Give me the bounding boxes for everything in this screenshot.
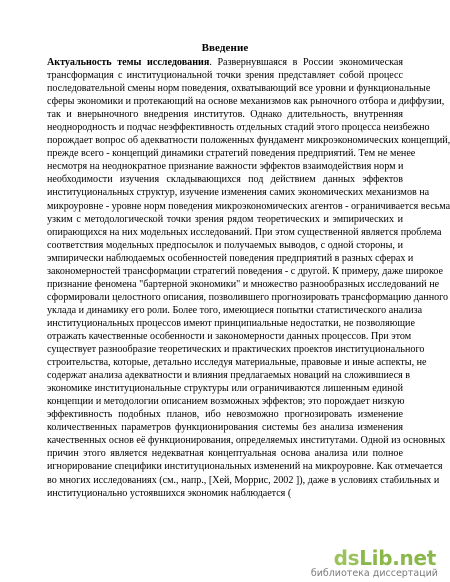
paragraph-line: концепции и методологии описанием возможных эффектов; это порождает низкую [47,396,405,408]
paragraph-line: игнорирование специфики институциональных изменений на микроуровне. Как отмечается [47,461,443,473]
paragraph-line: признание феномена "бартерной экономики" и множество разнообразных исследований не [47,278,440,290]
paragraph-line: количественных параметров функционирования системы без анализа изменения [47,422,403,434]
paragraph-line [47,56,403,69]
paragraph-line: институциональных структур, изучение изменения самих экономических механизмов на [47,187,430,199]
paragraph-line: микроуровне - уровне норм поведения микроэкономических агентов - ограничивается весьма [47,200,450,212]
paragraph-line: неоднородность и подчас неэффективность отдельных стадий этого процесса неизбежно [47,122,430,134]
paragraph-line: последовательной смены норм поведения, охватывающий все уровни и функциональные [47,83,431,95]
paragraph-line: институционально устоявшихся экономик наблюдается ( [47,487,292,499]
paragraph-line: во многих исследованиях (см., напр., [Хей, Моррис, 2002 ]), даже в условиях стабильных и [47,474,440,486]
paragraph-line: сформировали целостного описания, позволившего прогнозировать трансформацию данного [47,291,449,303]
paragraph-line: эффективность подобных планов, ибо невозможно прогнозировать изменение [47,409,403,421]
paragraph-line: закономерностей трансформации стратегий поведения - с другой. К примеру, даже широкое [47,265,443,277]
paragraph-line: соответствия модельных предпосылок и получаемых выводов, с одной стороны, и [47,239,403,251]
paragraph-line: опирающихся на них модельных исследований. При этом существенной является проблема [47,226,442,238]
section-heading: Актуальность темы исследования [47,57,210,68]
paragraph-line: сферы экономики и протекающий на основе механизмов как рыночного отбора и диффузии, [47,96,445,108]
paragraph-line: эмпирически наблюдаемых особенностей поведения предприятий в разных сферах и [47,252,414,264]
paragraph-line: качественных основ её функционирования, определяемых институтами. Одной из основных [47,435,446,447]
paragraph-line: содержат анализа адекватности и влияния предлагаемых новаций на сложившиеся в [47,370,411,382]
line-text: . Развернувшаяся в России экономическая [209,57,403,68]
paragraph-line: отражать качественные особенности и закономерности данных процессов. При этом [47,330,412,342]
paragraph-line: экономике институциональные структуры или ограничиваются лишенным единой [47,383,403,395]
watermark-logo-rest: Lib.net [359,546,436,570]
paragraph-line: необходимости изучения складывающихся под действием данных эффектов [47,174,403,186]
watermark-logo [334,546,436,570]
paragraph-line: несмотря на неоднократное признание важности эффектов взаимодействия норм и [47,161,404,173]
paragraph-line: институциональных процессов имеют принципиальные недостатки, не позволяющие [47,317,415,329]
watermark-logo-ds: ds [333,546,360,570]
paragraph-line: прежде всего - концепций динамики стратегий поведения предприятий. Тем не менее [47,148,416,160]
watermark [306,546,444,580]
paragraph-line: так и внерыночного внедрения институтов. Однако длительность, внутренняя [47,109,403,121]
paragraph-line: трансформация с институциональной точки зрения представляет собой процесс [47,70,403,82]
document-body [47,56,450,500]
paragraph-line: порождает вопрос об адекватности положенных фундамент микроэкономических концепций, [47,135,450,147]
watermark-subtitle: библиотека диссертаций [310,568,438,579]
page-title: Введение [201,42,249,54]
paragraph-line: строительства, которые, детально исследуя материальные, правовые и иные аспекты, не [47,357,427,369]
paragraph-line: причин этого является недекватная концептуальная основа анализа или полное [47,448,403,460]
paragraph-line: уклада и динамику его роли. Более того, имеющиеся попытки статистического анализа [47,304,423,316]
paragraph-line: узким с методологической точки зрения рядом теоретических и эмпирических и [47,213,403,225]
paragraph-line: существует разнообразие теоретических и практических проектов институционального [47,344,425,356]
